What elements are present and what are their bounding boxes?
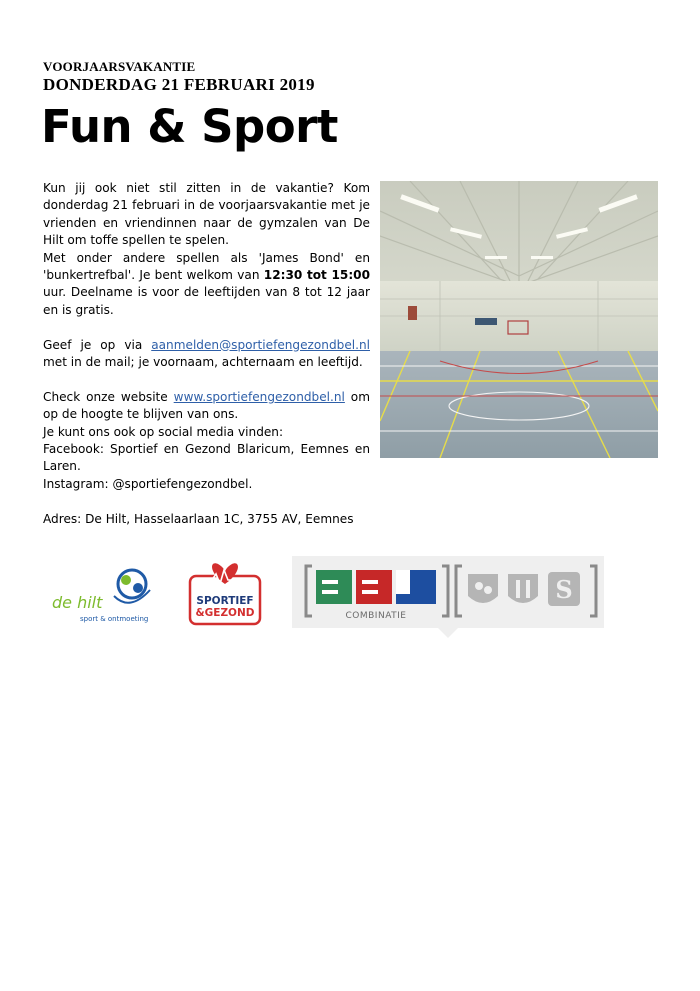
time-range: 12:30 tot 15:00 <box>263 268 370 283</box>
instagram-line: Instagram: @sportiefengezondbel. <box>43 476 253 491</box>
email-link[interactable]: aanmelden@sportiefengezondbel.nl <box>151 337 370 352</box>
crest-icons <box>468 572 580 606</box>
facebook-line: Facebook: Sportief en Gezond Blaricum, Eemnes en Laren. <box>43 442 370 474</box>
eel-combinatie-logo <box>292 556 604 640</box>
eel-label: COMBINATIE <box>345 611 407 621</box>
address-line: Adres: De Hilt, Hasselaarlaan 1C, 3755 AV, Eemnes <box>43 511 354 526</box>
gym-hall-photo <box>380 181 658 458</box>
svg-text:S: S <box>555 575 573 604</box>
intro-paragraph: Kun jij ook niet stil zitten in de vakantie? Kom donderdag 21 februari in de voorjaarsvakantie met je vrienden en vriendinnen naar de gymzalen van De Hilt om toffe spellen te spelen. <box>43 181 370 248</box>
de-hilt-logo <box>50 568 160 628</box>
sportief-gezond-logo <box>188 562 262 626</box>
page-title: Fun & Sport <box>41 100 338 153</box>
website-paragraph: Check onze website www.sportiefengezondbel.nl om op de hoogte te blijven van ons. <box>43 389 370 422</box>
signup-paragraph: Geef je op via aanmelden@sportiefengezondbel.nl met in de mail; je voornaam, achternaam en leeftijd. <box>43 337 370 370</box>
hilt-tagline: sport & ontmoeting <box>80 615 149 623</box>
social-intro: Je kunt ons ook op social media vinden: <box>43 424 284 439</box>
sport-line2: &GEZOND <box>195 607 255 619</box>
kicker: VOORJAARSVAKANTIE <box>43 59 196 74</box>
sport-line1: SPORTIEF <box>196 595 254 607</box>
event-date: DONDERDAG 21 FEBRUARI 2019 <box>43 75 315 94</box>
website-link[interactable]: www.sportiefengezondbel.nl <box>173 389 345 404</box>
body-text <box>43 180 370 528</box>
hilt-name: de hilt <box>52 593 103 612</box>
games-paragraph: Met onder andere spellen als 'James Bond' en 'bunkertrefbal'. Je bent welkom van 12:30 tot 15:00 uur. Deelname is voor de leeftijden van 8 tot 12 jaar en is gratis. <box>43 250 370 317</box>
